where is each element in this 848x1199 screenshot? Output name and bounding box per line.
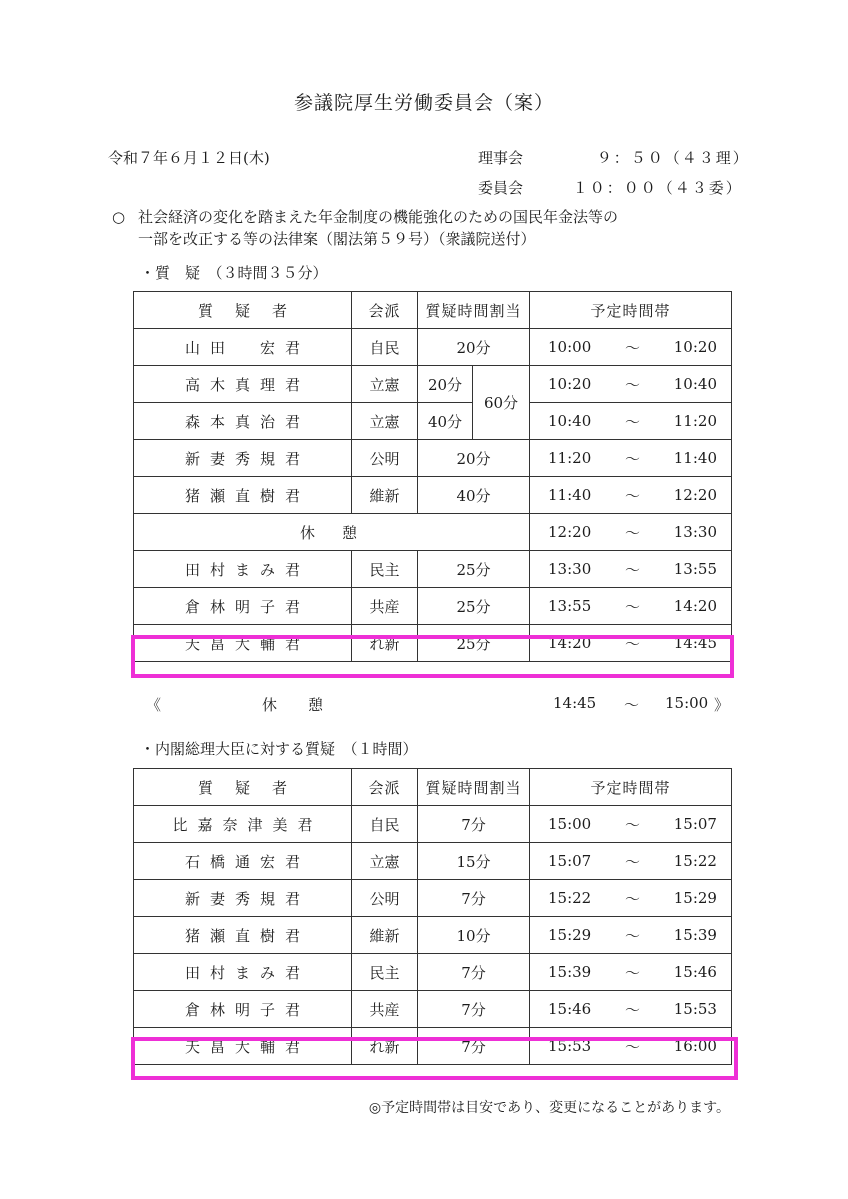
questioner-name: 倉林明子君 xyxy=(134,991,352,1028)
schedule-table-1 xyxy=(133,291,732,662)
table-row xyxy=(134,991,732,1028)
header-party: 会派 xyxy=(352,769,418,806)
start-time: 15:53 xyxy=(548,1037,592,1055)
party: 民主 xyxy=(352,551,418,588)
end-time: 11:40 xyxy=(673,449,717,467)
tilde: 〜 xyxy=(624,815,640,834)
table-header-row xyxy=(134,769,732,806)
tilde: 〜 xyxy=(624,1037,640,1056)
start-time: 11:20 xyxy=(548,449,592,467)
table-row xyxy=(134,551,732,588)
allocation: 20分 xyxy=(418,440,530,477)
time-slot xyxy=(530,880,732,917)
party: 公明 xyxy=(352,440,418,477)
start-time: 15:00 xyxy=(548,815,592,833)
allocation: 20分 xyxy=(418,366,473,403)
table-row xyxy=(134,917,732,954)
tilde: 〜 xyxy=(625,597,641,616)
tilde: 〜 xyxy=(625,449,641,468)
questioner-name: 猪瀬直樹君 xyxy=(134,917,352,954)
time-slot xyxy=(530,366,732,403)
meeting-committee-time: １０：００（４３委） xyxy=(572,179,743,197)
questioner-name: 高木真理君 xyxy=(134,366,352,403)
allocation: 7分 xyxy=(418,954,530,991)
start-time: 12:20 xyxy=(548,523,592,541)
footnote: ◎予定時間帯は目安であり、変更になることがあります。 xyxy=(368,1100,730,1116)
bill-line-1: 社会経済の変化を踏まえた年金制度の機能強化のための国民年金法等の xyxy=(138,208,619,226)
questioner-name: 田村まみ君 xyxy=(134,551,352,588)
recess-close-bracket: 》 xyxy=(714,696,730,714)
allocation: 40分 xyxy=(418,403,473,440)
meeting-board-label: 理事会 xyxy=(478,149,524,167)
start-time: 11:40 xyxy=(548,486,592,504)
end-time: 15:07 xyxy=(673,815,717,833)
end-time: 16:00 xyxy=(673,1037,717,1055)
party: れ新 xyxy=(352,1028,418,1065)
allocation: 15分 xyxy=(418,843,530,880)
header-time: 予定時間帯 xyxy=(530,769,732,806)
table-header-row xyxy=(134,292,732,329)
allocation: 25分 xyxy=(418,625,530,662)
group-allocation: 60分 xyxy=(473,366,530,440)
bullet-circle: ○ xyxy=(112,208,126,226)
start-time: 15:39 xyxy=(548,963,592,981)
header-allocation: 質疑時間割当 xyxy=(418,769,530,806)
time-slot xyxy=(530,329,732,366)
end-time: 13:55 xyxy=(673,560,717,578)
questioner-name: 田村まみ君 xyxy=(134,954,352,991)
allocation: 7分 xyxy=(418,1028,530,1065)
meeting-committee xyxy=(478,177,743,198)
party: 共産 xyxy=(352,991,418,1028)
questioner-name: 山田 宏君 xyxy=(134,329,352,366)
header-allocation: 質疑時間割当 xyxy=(418,292,530,329)
end-time: 11:20 xyxy=(673,412,717,430)
allocation: 25分 xyxy=(418,551,530,588)
questioner-name: 新妻秀規君 xyxy=(134,440,352,477)
party: 公明 xyxy=(352,880,418,917)
end-time: 14:45 xyxy=(673,634,717,652)
break-row xyxy=(134,514,732,551)
tilde: 〜 xyxy=(624,889,640,908)
questioner-name: 新妻秀規君 xyxy=(134,880,352,917)
header-questioner: 質疑者 xyxy=(134,769,352,806)
recess-end-time: 15:00 xyxy=(665,694,709,712)
meeting-board xyxy=(478,147,750,168)
allocation: 7分 xyxy=(418,806,530,843)
end-time: 15:53 xyxy=(673,1000,717,1018)
tilde: 〜 xyxy=(625,560,641,579)
start-time: 14:20 xyxy=(548,634,592,652)
meeting-committee-label: 委員会 xyxy=(478,179,524,197)
meeting-date: 令和７年６月１２日(木) xyxy=(108,149,270,167)
highlight-box-1 xyxy=(131,635,734,678)
party: 自民 xyxy=(352,806,418,843)
time-slot xyxy=(530,477,732,514)
recess-tilde: 〜 xyxy=(624,696,640,714)
end-time: 10:20 xyxy=(673,338,717,356)
party: 立憲 xyxy=(352,366,418,403)
tilde: 〜 xyxy=(624,852,640,871)
start-time: 15:29 xyxy=(548,926,592,944)
questioner-name: 石橋通宏君 xyxy=(134,843,352,880)
time-slot xyxy=(530,551,732,588)
time-slot xyxy=(530,991,732,1028)
section-1-heading: ・質 疑 （３時間３５分） xyxy=(140,264,328,282)
table-row xyxy=(134,880,732,917)
start-time: 10:40 xyxy=(548,412,592,430)
questioner-name: 猪瀬直樹君 xyxy=(134,477,352,514)
allocation: 25分 xyxy=(418,588,530,625)
table-row xyxy=(134,588,732,625)
party: 維新 xyxy=(352,477,418,514)
highlight-box-2 xyxy=(131,1037,738,1080)
questioner-name: 天畠大輔君 xyxy=(134,625,352,662)
tilde: 〜 xyxy=(625,338,641,357)
page-title: 参議院厚生労働委員会（案） xyxy=(293,92,554,114)
tilde: 〜 xyxy=(625,634,641,653)
time-slot xyxy=(530,917,732,954)
start-time: 13:55 xyxy=(548,597,592,615)
time-slot xyxy=(530,954,732,991)
end-time: 15:39 xyxy=(673,926,717,944)
tilde: 〜 xyxy=(625,412,641,431)
tilde: 〜 xyxy=(625,375,641,394)
end-time: 15:22 xyxy=(673,852,717,870)
start-time: 10:20 xyxy=(548,375,592,393)
start-time: 15:46 xyxy=(548,1000,592,1018)
table-row xyxy=(134,440,732,477)
allocation: 20分 xyxy=(418,329,530,366)
allocation: 7分 xyxy=(418,991,530,1028)
start-time: 13:30 xyxy=(548,560,592,578)
header-time: 予定時間帯 xyxy=(530,292,732,329)
table-row xyxy=(134,843,732,880)
recess-start-time: 14:45 xyxy=(553,694,597,712)
allocation: 40分 xyxy=(418,477,530,514)
tilde: 〜 xyxy=(625,486,641,505)
party: 維新 xyxy=(352,917,418,954)
time-slot xyxy=(530,806,732,843)
end-time: 13:30 xyxy=(673,523,717,541)
tilde: 〜 xyxy=(624,926,640,945)
table-row xyxy=(134,366,732,403)
header-party: 会派 xyxy=(352,292,418,329)
allocation: 7分 xyxy=(418,880,530,917)
table-row xyxy=(134,806,732,843)
time-slot xyxy=(530,514,732,551)
bill-description xyxy=(112,206,618,250)
party: 民主 xyxy=(352,954,418,991)
table-row xyxy=(134,954,732,991)
end-time: 14:20 xyxy=(673,597,717,615)
time-slot xyxy=(530,403,732,440)
tilde: 〜 xyxy=(624,963,640,982)
table-row xyxy=(134,329,732,366)
break-label: 休 憩 xyxy=(134,514,530,551)
table-row xyxy=(134,477,732,514)
party: 自民 xyxy=(352,329,418,366)
schedule-table-2 xyxy=(133,768,732,1065)
recess-label: 休 憩 xyxy=(262,696,332,714)
end-time: 15:29 xyxy=(673,889,717,907)
end-time: 15:46 xyxy=(673,963,717,981)
section-2-heading: ・内閣総理大臣に対する質疑 （１時間） xyxy=(140,740,418,758)
time-slot xyxy=(530,843,732,880)
questioner-name: 比嘉奈津美君 xyxy=(134,806,352,843)
questioner-name: 倉林明子君 xyxy=(134,588,352,625)
meeting-board-time: ９：５０（４３理） xyxy=(596,149,750,167)
start-time: 15:22 xyxy=(548,889,592,907)
recess-open-bracket: 《 xyxy=(146,696,162,714)
header-questioner: 質疑者 xyxy=(134,292,352,329)
questioner-name: 天畠大輔君 xyxy=(134,1028,352,1065)
end-time: 10:40 xyxy=(673,375,717,393)
start-time: 10:00 xyxy=(548,338,592,356)
end-time: 12:20 xyxy=(673,486,717,504)
party: 共産 xyxy=(352,588,418,625)
table-row xyxy=(134,403,732,440)
party: 立憲 xyxy=(352,843,418,880)
time-slot xyxy=(530,588,732,625)
party: れ新 xyxy=(352,625,418,662)
party: 立憲 xyxy=(352,403,418,440)
tilde: 〜 xyxy=(624,1000,640,1019)
time-slot xyxy=(530,440,732,477)
questioner-name: 森本真治君 xyxy=(134,403,352,440)
bill-line-2: 一部を改正する等の法律案（閣法第５９号）（衆議院送付） xyxy=(138,230,536,248)
tilde: 〜 xyxy=(625,523,641,542)
allocation: 10分 xyxy=(418,917,530,954)
start-time: 15:07 xyxy=(548,852,592,870)
